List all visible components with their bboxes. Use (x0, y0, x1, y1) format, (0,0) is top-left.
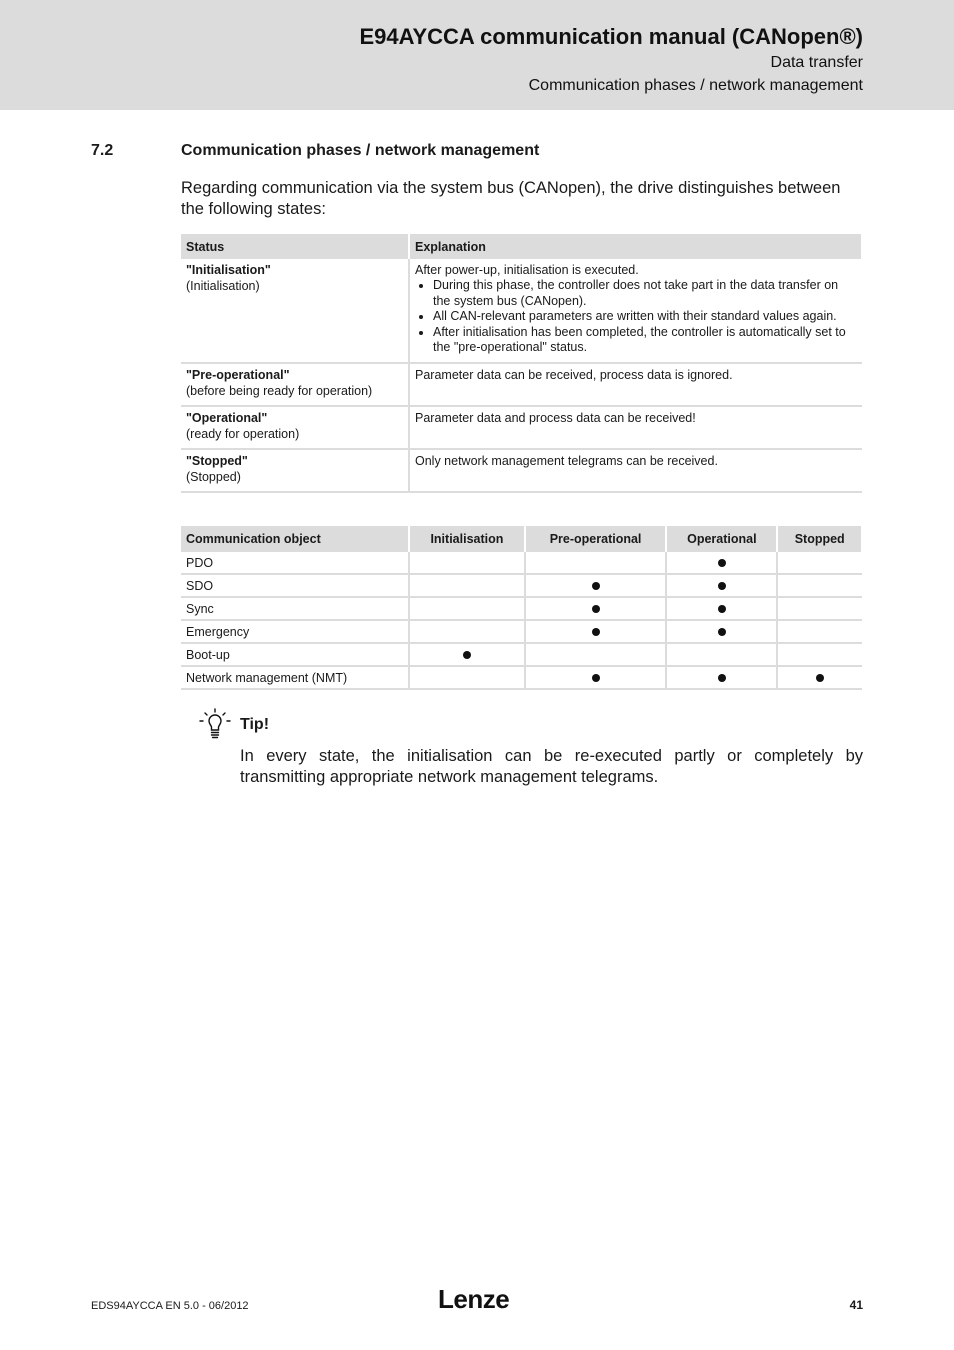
lenze-logo: Lenze (438, 1284, 510, 1314)
state-cell (666, 643, 777, 666)
document-id: EDS94AYCCA EN 5.0 - 06/2012 (91, 1300, 249, 1312)
available-dot-icon (592, 674, 600, 682)
available-dot-icon (592, 582, 600, 590)
table-row (181, 666, 862, 689)
status-name: "Stopped" (186, 453, 248, 468)
state-cell (409, 620, 525, 643)
state-cell (525, 574, 666, 597)
table-row (181, 620, 862, 643)
available-dot-icon (816, 674, 824, 682)
state-cell (409, 552, 525, 574)
state-cell (409, 597, 525, 620)
object-name-cell: Boot-up (181, 643, 409, 666)
table-row (181, 597, 862, 620)
states-table (181, 234, 863, 493)
state-cell (777, 597, 862, 620)
table-row (181, 449, 862, 492)
table-row (181, 552, 862, 574)
explanation-cell: Only network management telegrams can be received. (409, 449, 862, 492)
state-cell (666, 574, 777, 597)
state-cell (777, 666, 862, 689)
table-row (181, 259, 862, 363)
available-dot-icon (718, 582, 726, 590)
list-item: • During this phase, the controller does not take part in the data transfer on the system bus (CANopen). (433, 278, 857, 309)
status-name: "Pre-operational" (186, 367, 290, 382)
page-header (0, 0, 954, 110)
status-name: "Initialisation" (186, 263, 271, 277)
object-name-cell: Emergency (181, 620, 409, 643)
explanation-text: After power-up, initialisation is executed. (415, 263, 639, 277)
section-title: Communication phases / network management (181, 142, 540, 159)
object-name-cell: Sync (181, 597, 409, 620)
state-cell (666, 597, 777, 620)
explanation-cell (409, 259, 862, 363)
explanation-cell: Parameter data and process data can be received! (409, 406, 862, 449)
state-cell (409, 666, 525, 689)
state-cell (777, 620, 862, 643)
chapter-title: Data transfer (770, 54, 863, 71)
page-number: 41 (849, 1298, 863, 1312)
available-dot-icon (718, 559, 726, 567)
objects-header-stopped: Stopped (777, 526, 862, 552)
section-number: 7.2 (91, 142, 114, 159)
state-cell (777, 643, 862, 666)
status-cell (181, 449, 409, 492)
tip-text: In every state, the initialisation can be re-executed partly or completely by transmitting appropriate network management telegrams. (240, 747, 863, 786)
state-cell (525, 597, 666, 620)
available-dot-icon (592, 605, 600, 613)
state-cell (525, 620, 666, 643)
objects-header-initialisation: Initialisation (409, 526, 525, 552)
available-dot-icon (718, 674, 726, 682)
state-cell (666, 666, 777, 689)
status-description: (Initialisation) (186, 279, 260, 293)
available-dot-icon (718, 628, 726, 636)
state-cell (525, 552, 666, 574)
object-name-cell: Network management (NMT) (181, 666, 409, 689)
states-header-explanation: Explanation (409, 234, 862, 259)
status-description: (before being ready for operation) (186, 383, 373, 398)
object-name-cell: SDO (181, 574, 409, 597)
status-cell (181, 259, 409, 363)
status-description: (Stopped) (186, 469, 241, 484)
list-item: • After initialisation has been completed, the controller is automatically set to the "pre-operational" status. (433, 325, 857, 356)
objects-table-body (181, 552, 862, 689)
table-row (181, 363, 862, 406)
section-breadcrumb: Communication phases / network management (528, 77, 863, 94)
table-row (181, 643, 862, 666)
explanation-bullets (415, 278, 857, 356)
status-cell (181, 363, 409, 406)
document-title: E94AYCCA communication manual (CANopen®) (359, 24, 863, 49)
state-cell (409, 574, 525, 597)
state-cell (666, 552, 777, 574)
available-dot-icon (592, 628, 600, 636)
state-cell (525, 666, 666, 689)
objects-header-object: Communication object (181, 526, 409, 552)
table-row (181, 574, 862, 597)
state-cell (525, 643, 666, 666)
object-name-cell: PDO (181, 552, 409, 574)
available-dot-icon (463, 651, 471, 659)
list-item: • All CAN-relevant parameters are written with their standard values again. (433, 309, 857, 325)
state-cell (777, 552, 862, 574)
table-row (181, 406, 862, 449)
objects-header-operational: Operational (666, 526, 777, 552)
status-description: (ready for operation) (186, 426, 300, 441)
intro-paragraph: Regarding communication via the system bus (CANopen), the drive distinguishes between the following states: (181, 179, 841, 218)
communication-objects-table (181, 526, 863, 690)
status-cell (181, 406, 409, 449)
explanation-cell: Parameter data can be received, process data is ignored. (409, 363, 862, 406)
available-dot-icon (718, 605, 726, 613)
state-cell (777, 574, 862, 597)
tip-label: Tip! (240, 716, 270, 733)
status-name: "Operational" (186, 410, 268, 425)
state-cell (666, 620, 777, 643)
states-header-status: Status (181, 234, 409, 259)
state-cell (409, 643, 525, 666)
lightbulb-icon (196, 707, 234, 748)
objects-header-pre-operational: Pre-operational (525, 526, 666, 552)
